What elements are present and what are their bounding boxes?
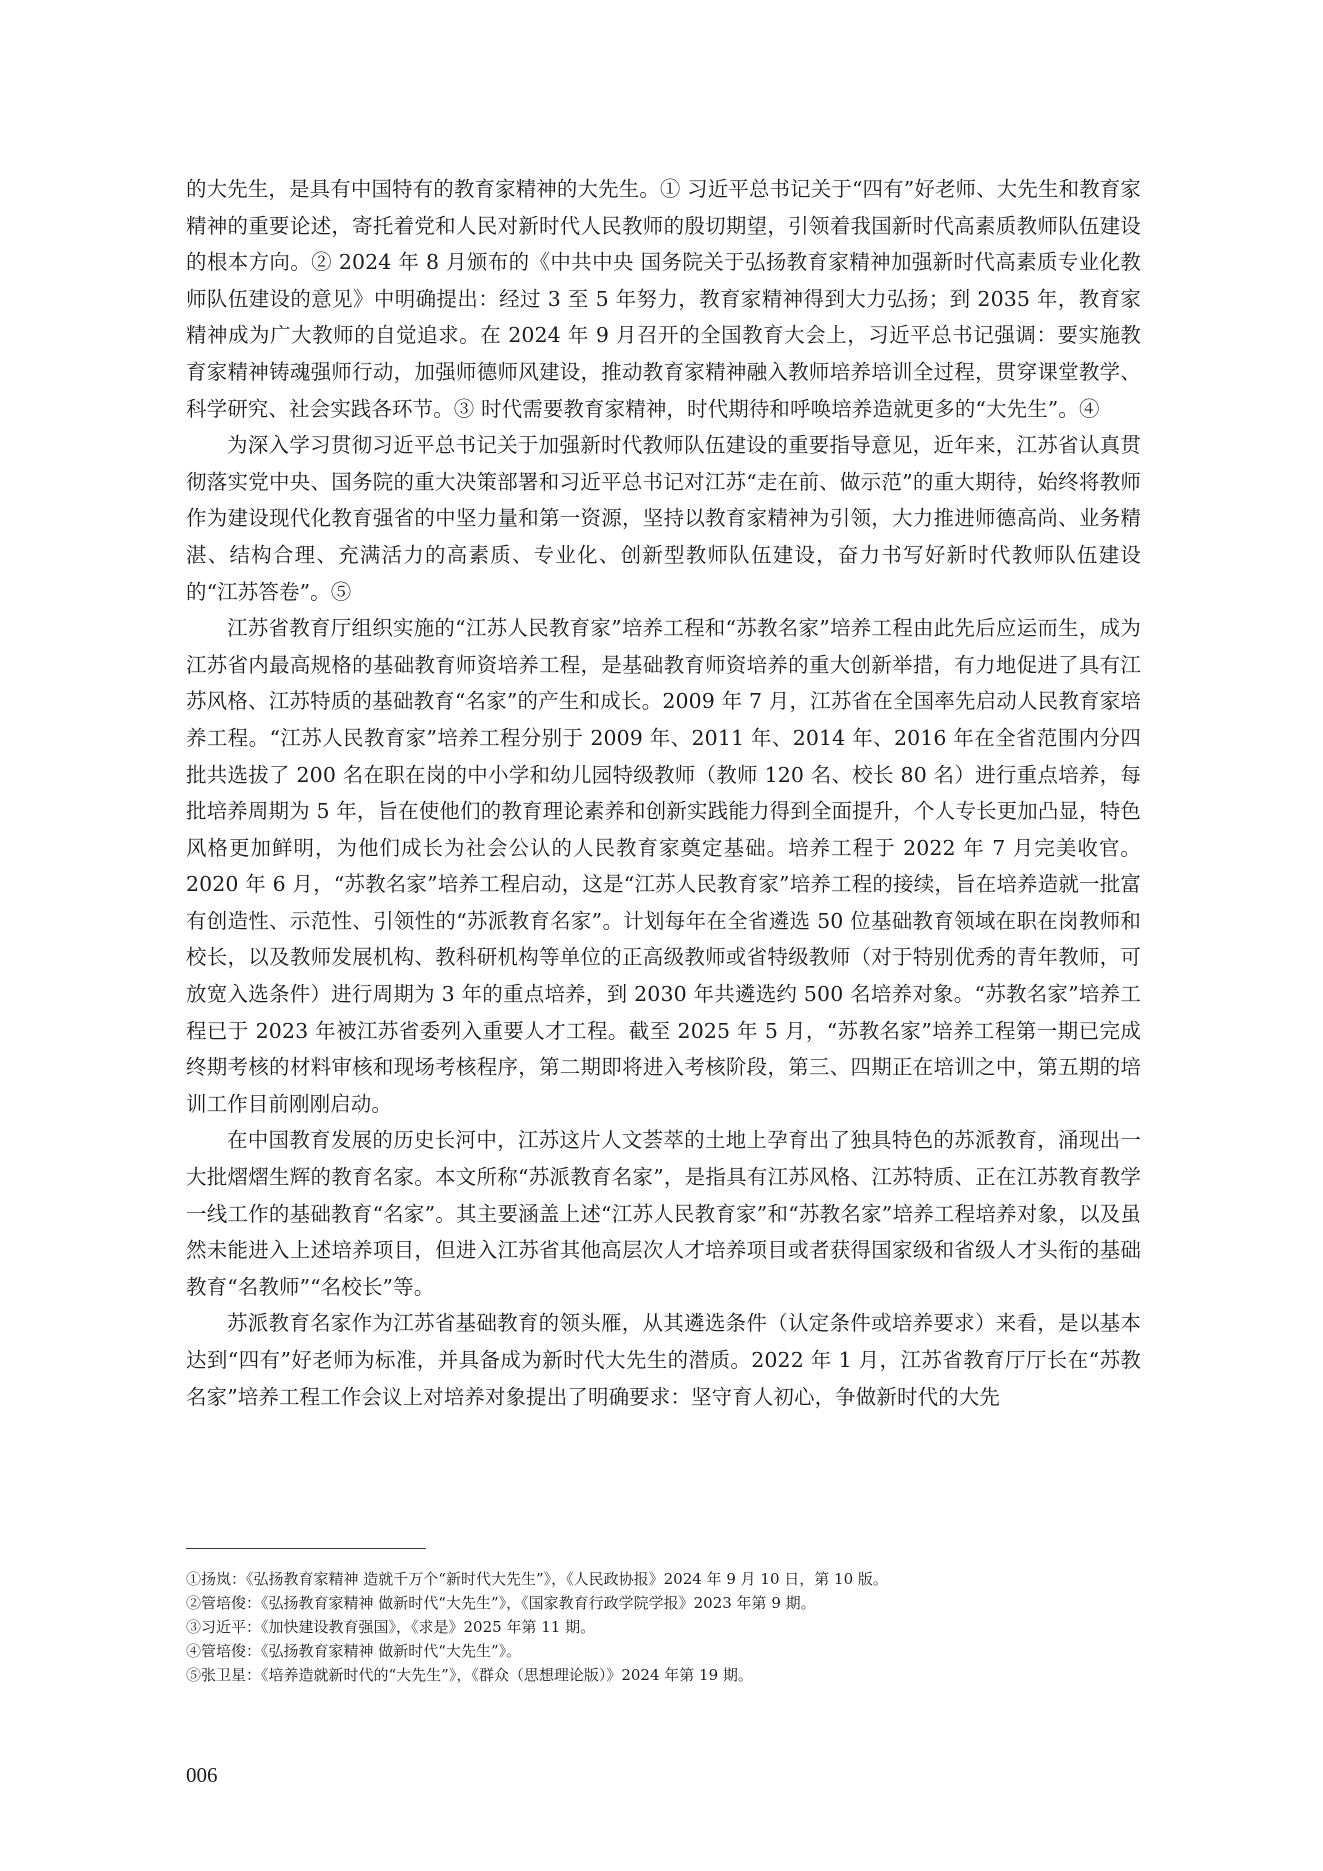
paragraph-training-programs: 江苏省教育厅组织实施的“江苏人民教育家”培养工程和“苏教名家”培养工程由此先后应运而生，成为江苏省内最高规格的基础教育师资培养工程，是基础教育师资培养的重大创新举措，有力地促进了具有江苏风格、江苏特质的基础教育“名家”的产生和成长。2009 年 7 月，江苏省在全国率先启动人民教育家培养工程。“江苏人民教育家”培养工程分别于 2009 年、2011 年、2014 年、2016 年在全省范围内分四批共选拔了 200 名在职在岗的中小学和幼儿园特级教师（教师 120 名、校长 80 名）进行重点培养，每批培养周期为 5 年，旨在使他们的教育理论素养和创新实践能力得到全面提升，个人专长更加凸显，特色风格更加鲜明，为他们成长为社会公认的人民教育家奠定基础。培养工程于 2022 年 7 月完美收官。2020 年 6 月，“苏教名家”培养工程启动，这是“江苏人民教育家”培养工程的接续，旨在培养造就一批富有创造性、示范性、引领性的“苏派教育名家”。计划每年在全省遴选 50 位基础教育领域在职在岗教师和校长，以及教师发展机构、教科研机构等单位的正高级教师或省特级教师（对于特别优秀的青年教师，可放宽入选条件）进行周期为 3 年的重点培养，到 2030 年共遴选约 500 名培养对象。“苏教名家”培养工程已于 2023 年被江苏省委列入重要人才工程。截至 2025 年 5 月，“苏教名家”培养工程第一期已完成终期考核的材料审核和现场考核程序，第二期即将进入考核阶段，第三、四期正在培训之中，第五期的培训工作目前刚刚启动。 bbox=[186, 616, 1141, 1116]
footnote-3: ③习近平：《加快建设教育强国》，《求是》2025 年第 11 期。 bbox=[186, 1618, 596, 1636]
paragraph-continuation: 的大先生，是具有中国特有的教育家精神的大先生。① 习近平总书记关于“四有”好老师、大先生和教育家精神的重要论述，寄托着党和人民对新时代人民教师的殷切期望，引领着我国新时代高素质教师队伍建设的根本方向。② 2024 年 8 月颁布的《中共中央 国务院关于弘扬教育家精神加强新时代高素质专业化教师队伍建设的意见》中明确提出：经过 3 至 5 年努力，教育家精神得到大力弘扬；到 2035 年，教育家精神成为广大教师的自觉追求。在 2024 年 9 月召开的全国教育大会上，习近平总书记强调：要实施教育家精神铸魂强师行动，加强师德师风建设，推动教育家精神融入教师培养培训全过程，贯穿课堂教学、科学研究、社会实践各环节。③ 时代需要教育家精神，时代期待和呼唤培养造就更多的“大先生”。④ bbox=[186, 177, 1141, 421]
paragraph-jiangsu-teacher-policy: 为深入学习贯彻习近平总书记关于加强新时代教师队伍建设的重要指导意见，近年来，江苏省认真贯彻落实党中央、国务院的重大决策部署和习近平总书记对江苏“走在前、做示范”的重大期待，始终将教师作为建设现代化教育强省的中坚力量和第一资源，坚持以教育家精神为引领，大力推进师德高尚、业务精湛、结构合理、充满活力的高素质、专业化、创新型教师队伍建设，奋力书写好新时代教师队伍建设的“江苏答卷”。⑤ bbox=[186, 433, 1141, 604]
paragraph-supai-definition: 在中国教育发展的历史长河中，江苏这片人文荟萃的土地上孕育出了独具特色的苏派教育，涌现出一大批熠熠生辉的教育名家。本文所称“苏派教育名家”，是指具有江苏风格、江苏特质、正在江苏教育教学一线工作的基础教育“名家”。其主要涵盖上述“江苏人民教育家”和“苏教名家”培养工程培养对象，以及虽然未能进入上述培养项目，但进入江苏省其他高层次人才培养项目或者获得国家级和省级人才头衔的基础教育“名教师”“名校长”等。 bbox=[186, 1128, 1141, 1299]
paragraph-selection-criteria: 苏派教育名家作为江苏省基础教育的领头雁，从其遴选条件（认定条件或培养要求）来看，是以基本达到“四有”好老师为标准，并具备成为新时代大先生的潜质。2022 年 1 月，江苏省教育厅厅长在“苏教名家”培养工程工作会议上对培养对象提出了明确要求：坚守育人初心，争做新时代的大先 bbox=[186, 1311, 1141, 1409]
footnote-divider bbox=[186, 1548, 426, 1549]
page-number: 006 bbox=[186, 1763, 218, 1787]
footnote-5: ⑤张卫星：《培养造就新时代的“大先生”》，《群众（思想理论版）》2024 年第 19 期。 bbox=[186, 1666, 753, 1684]
footnote-1: ①扬岚：《弘扬教育家精神 造就千万个“新时代大先生”》，《人民政协报》2024 年 9 月 10 日，第 10 版。 bbox=[186, 1570, 888, 1588]
footnotes bbox=[186, 1567, 1141, 1687]
footnote-4: ④管培俊：《弘扬教育家精神 做新时代“大先生”》。 bbox=[186, 1642, 522, 1660]
body-text bbox=[186, 171, 1141, 1415]
footnote-2: ②管培俊：《弘扬教育家精神 做新时代“大先生”》，《国家教育行政学院学报》2023 年第 9 期。 bbox=[186, 1594, 816, 1612]
